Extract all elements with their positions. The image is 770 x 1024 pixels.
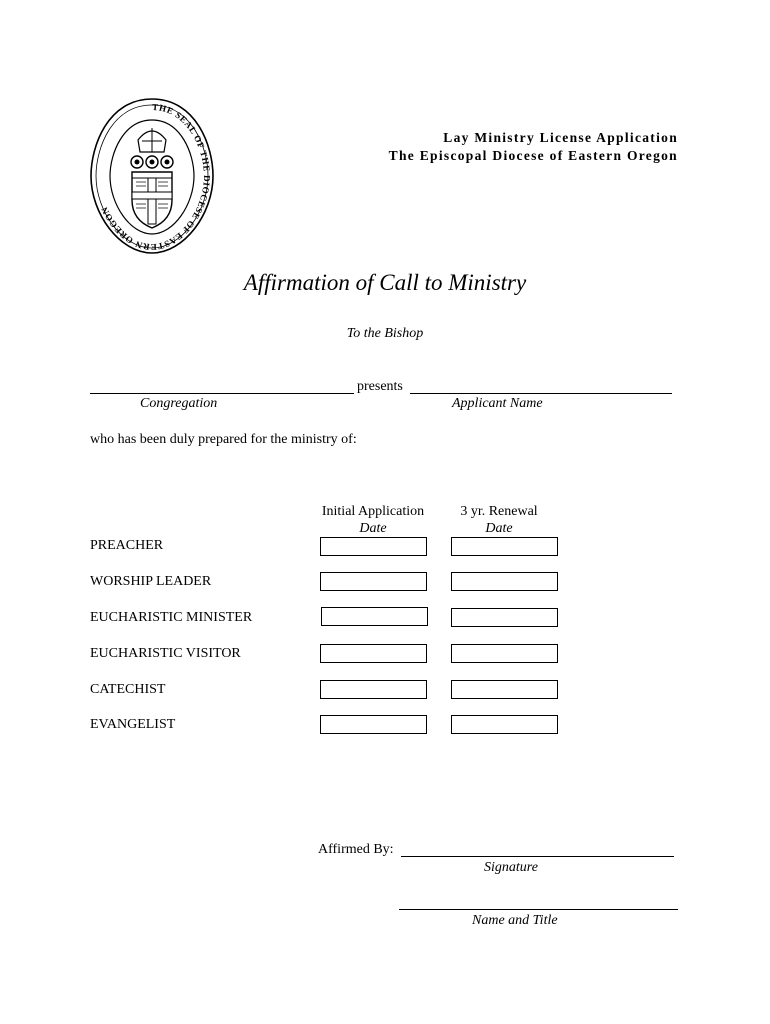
eucharistic-minister-renewal-date-field[interactable] (451, 608, 558, 627)
header-diocese: The Episcopal Diocese of Eastern Oregon (388, 148, 678, 163)
catechist-initial-date-field[interactable] (320, 680, 427, 699)
svg-text:THE SEAL OF THE DIOCESE OF EAS (99, 102, 212, 252)
eucharistic-visitor-initial-date-field[interactable] (320, 644, 427, 663)
applicant-name-caption: Applicant Name (452, 396, 543, 411)
preacher-renewal-date-field[interactable] (451, 537, 558, 556)
signature-line[interactable] (401, 856, 674, 857)
renewal-header (445, 503, 553, 537)
eucharistic-minister-initial-date-field[interactable] (321, 607, 428, 626)
applicant-name-line[interactable] (410, 393, 672, 394)
catechist-renewal-date-field[interactable] (451, 680, 558, 699)
eucharistic-visitor-renewal-date-field[interactable] (451, 644, 558, 663)
role-preacher: PREACHER (90, 538, 164, 553)
diocesan-seal-icon (88, 96, 216, 256)
role-eucharistic-visitor: EUCHARISTIC VISITOR (90, 646, 241, 661)
worship-leader-renewal-date-field[interactable] (451, 572, 558, 591)
affirmed-by-label: Affirmed By: (318, 842, 394, 857)
header-title: Lay Ministry License Application (443, 130, 678, 145)
role-evangelist: EVANGELIST (90, 717, 176, 732)
signature-caption: Signature (484, 860, 538, 875)
name-title-line[interactable] (399, 909, 678, 910)
name-title-caption: Name and Title (472, 913, 558, 928)
page-subtitle: To the Bishop (346, 326, 424, 341)
congregation-caption: Congregation (140, 396, 218, 411)
role-catechist: CATECHIST (90, 682, 166, 697)
page-title: Affirmation of Call to Ministry (243, 270, 527, 295)
role-worship-leader: WORSHIP LEADER (90, 574, 212, 589)
renewal-date-label: Date (485, 521, 513, 536)
renewal-label: 3 yr. Renewal (460, 504, 538, 519)
initial-application-header (309, 503, 437, 537)
initial-application-label: Initial Application (321, 504, 425, 519)
role-eucharistic-minister: EUCHARISTIC MINISTER (90, 610, 253, 625)
seal-text: THE SEAL OF THE DIOCESE OF EASTERN OREGON (99, 101, 213, 253)
evangelist-renewal-date-field[interactable] (451, 715, 558, 734)
evangelist-initial-date-field[interactable] (320, 715, 427, 734)
initial-application-date-label: Date (359, 521, 387, 536)
worship-leader-initial-date-field[interactable] (320, 572, 427, 591)
presents-word: presents (357, 379, 403, 394)
ministry-intro: who has been duly prepared for the ministry of: (90, 432, 357, 447)
congregation-line[interactable] (90, 393, 354, 394)
preacher-initial-date-field[interactable] (320, 537, 427, 556)
